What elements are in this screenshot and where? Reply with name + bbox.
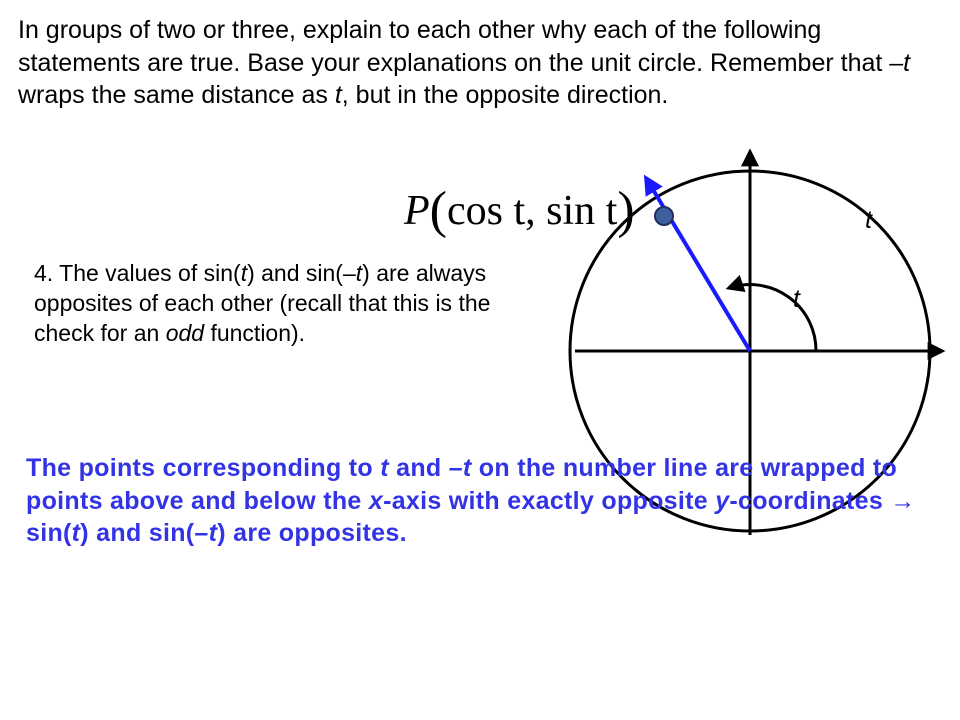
point-letter: P [404,188,430,234]
arc-length-label: t [865,206,872,234]
point-on-circle [655,207,673,225]
answer-part: on the number line are wrapped to points above and below the [26,454,898,515]
negative-t: –t [889,48,911,77]
t-variable: t [71,519,81,547]
instructions-text [18,14,948,112]
answer-part: -axis with exactly opposite [383,486,716,515]
answer-text [26,452,946,550]
answer-part: ) and sin( [80,519,195,547]
terminal-ray [646,178,750,351]
instructions-part: In groups of two or three, explain to each other why each of the following statements are true. Base your explanations on the unit circle. Remember that [18,16,890,77]
t-variable: t [334,81,342,109]
statement-part: ) and sin(– [247,260,356,286]
statement-4 [34,258,544,348]
answer-part: and [388,454,449,482]
instructions-part: wraps the same distance as [18,81,335,109]
answer-part: ) are opposites. [217,519,407,547]
x-variable: x [368,486,384,515]
answer-part: The points corresponding to [26,454,381,482]
y-variable: y [715,486,730,515]
close-paren: ) [617,182,635,239]
t-variable: t [355,260,363,286]
answer-part: sin( [26,519,72,547]
odd-word: odd [165,320,205,346]
statement-part: function). [204,320,306,346]
cos-term: cos t [446,188,526,234]
negative-t: –t [194,519,218,547]
negative-t: –t [448,454,472,482]
statement-part: ) are always opposites of each other (recall that this is the check for an [34,260,491,346]
sin-term: sin t [546,188,618,234]
t-variable: t [380,454,389,482]
answer-part: -coordinates [729,486,891,515]
angle-label: t [793,285,800,313]
instructions-part: , but in the opposite direction. [341,81,669,109]
right-arrow-icon: → [890,486,916,515]
statement-part: 4. The values of sin( [34,260,241,286]
comma: , [525,188,547,234]
open-paren: ( [429,182,447,239]
t-variable: t [240,260,248,286]
